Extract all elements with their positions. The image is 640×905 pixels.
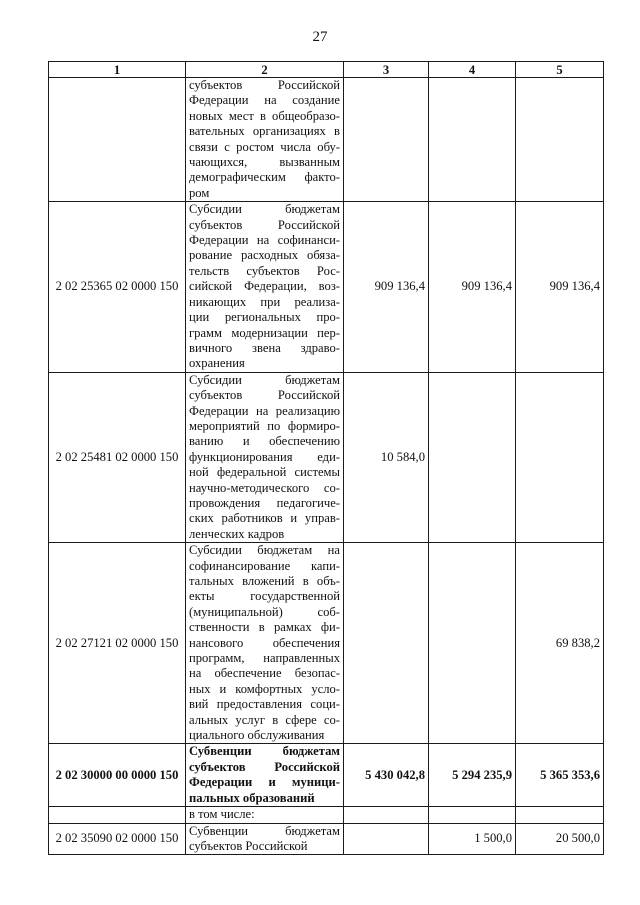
budget-code-cell: [49, 807, 186, 823]
revenue-name-cell: [186, 372, 344, 542]
amount-cell-col4: [429, 78, 516, 202]
name-line: софинансирование капи-: [189, 558, 340, 573]
name-line: ной федеральной системы: [189, 465, 340, 480]
name-line: субъектов Российской: [189, 388, 340, 403]
name-line: чающихся, вызванным: [189, 155, 340, 170]
name-line: на обеспечение безопас-: [189, 666, 340, 681]
name-line: сийской Федерации, воз-: [189, 279, 340, 294]
budget-code-cell: 2 02 27121 02 0000 150: [49, 543, 186, 744]
budget-code-cell: 2 02 25365 02 0000 150: [49, 202, 186, 372]
amount-cell-col4: 909 136,4: [429, 202, 516, 372]
name-line: программ, направленных: [189, 651, 340, 666]
table-row: [49, 807, 604, 823]
amount-cell-col3: 909 136,4: [344, 202, 429, 372]
name-line: субъектов Российской: [189, 759, 340, 774]
name-line: ленческих кадров: [189, 526, 285, 541]
name-line: Субсидии бюджетам на: [189, 543, 340, 558]
name-line: пальных образований: [189, 790, 315, 805]
amount-cell-col3: [344, 78, 429, 202]
table-body: [49, 78, 604, 855]
name-line: грамм модернизации пер-: [189, 325, 340, 340]
name-line: Федерации на создание: [189, 93, 340, 108]
name-line: тельств субъектов Рос-: [189, 263, 340, 278]
name-line: никающих при реализа-: [189, 294, 340, 309]
name-line: Федерации на софинанси-: [189, 233, 340, 248]
name-line: екты государственной: [189, 589, 340, 604]
name-line: тальных вложений в объ-: [189, 574, 340, 588]
table-row: [49, 744, 604, 807]
revenue-name-cell: [186, 807, 344, 823]
budget-code-cell: 2 02 30000 00 0000 150: [49, 744, 186, 807]
name-line: субъектов Российской: [189, 217, 340, 232]
name-line: в том числе:: [189, 807, 255, 822]
name-line: Субвенции бюджетам: [189, 823, 340, 838]
table-row: [49, 202, 604, 372]
name-line: ванию и обеспечению: [189, 434, 340, 449]
name-line: Субвенции бюджетам: [189, 744, 340, 759]
amount-cell-col5: 909 136,4: [516, 202, 604, 372]
revenue-name-cell: [186, 823, 344, 855]
revenue-name-cell: [186, 543, 344, 744]
name-line: Федерации и муници-: [189, 775, 340, 790]
name-line: Субсидии бюджетам: [189, 372, 340, 387]
name-line: циального обслуживания: [189, 728, 325, 743]
column-header: 2: [186, 62, 344, 78]
name-line: научно-методического со-: [189, 480, 340, 495]
name-line: новых мест в общеобразо-: [189, 108, 340, 123]
name-line: вичного звена здраво-: [189, 340, 340, 355]
amount-cell-col4: 1 500,0: [429, 823, 516, 855]
name-line: рование расходных обяза-: [189, 248, 340, 263]
table-row: [49, 823, 604, 855]
name-line: ских работников и управ-: [189, 511, 340, 526]
name-line: субъектов Российской: [189, 78, 340, 92]
name-line: демографическим факто-: [189, 170, 340, 185]
name-line: связи с ростом числа обу-: [189, 139, 340, 154]
amount-cell-col4: [429, 372, 516, 542]
amount-cell-col5: 69 838,2: [516, 543, 604, 744]
amount-cell-col5: [516, 807, 604, 823]
amount-cell-col3: 10 584,0: [344, 372, 429, 542]
amount-cell-col4: 5 294 235,9: [429, 744, 516, 807]
amount-cell-col5: 5 365 353,6: [516, 744, 604, 807]
revenue-name-cell: [186, 78, 344, 202]
name-line: ственности в рамках фи-: [189, 620, 340, 635]
amount-cell-col3: [344, 823, 429, 855]
budget-revenue-table: [48, 61, 604, 855]
name-line: охранения: [189, 356, 245, 371]
budget-code-cell: 2 02 25481 02 0000 150: [49, 372, 186, 542]
name-line: ных и комфортных усло-: [189, 681, 340, 696]
name-line: ром: [189, 185, 210, 200]
budget-code-cell: 2 02 35090 02 0000 150: [49, 823, 186, 855]
name-line: Федерации на реализацию: [189, 403, 340, 418]
table-row: [49, 372, 604, 542]
name-line: вательных организациях в: [189, 124, 340, 139]
amount-cell-col3: [344, 807, 429, 823]
amount-cell-col5: [516, 78, 604, 202]
column-header: 4: [429, 62, 516, 78]
name-line: субъектов Российской: [189, 838, 308, 853]
name-line: вий предоставления соци-: [189, 697, 340, 712]
amount-cell-col3: 5 430 042,8: [344, 744, 429, 807]
table-row: [49, 543, 604, 744]
amount-cell-col3: [344, 543, 429, 744]
table-header-row: [49, 62, 604, 78]
name-line: (муниципальной) соб-: [189, 604, 340, 619]
column-header: 5: [516, 62, 604, 78]
budget-code-cell: [49, 78, 186, 202]
column-header: 1: [49, 62, 186, 78]
column-header: 3: [344, 62, 429, 78]
amount-cell-col5: [516, 372, 604, 542]
name-line: функционирования еди-: [189, 449, 340, 464]
table-row: [49, 78, 604, 202]
name-line: провождения педагогиче-: [189, 495, 340, 510]
amount-cell-col4: [429, 543, 516, 744]
amount-cell-col5: 20 500,0: [516, 823, 604, 855]
name-line: нансового обеспечения: [189, 635, 340, 650]
revenue-name-cell: [186, 744, 344, 807]
name-line: ции региональных про-: [189, 310, 340, 325]
name-line: мероприятий по формиро-: [189, 418, 340, 433]
name-line: альных услуг в сфере со-: [189, 712, 340, 727]
name-line: Субсидии бюджетам: [189, 202, 340, 217]
page-number: 27: [312, 29, 328, 45]
revenue-name-cell: [186, 202, 344, 372]
amount-cell-col4: [429, 807, 516, 823]
